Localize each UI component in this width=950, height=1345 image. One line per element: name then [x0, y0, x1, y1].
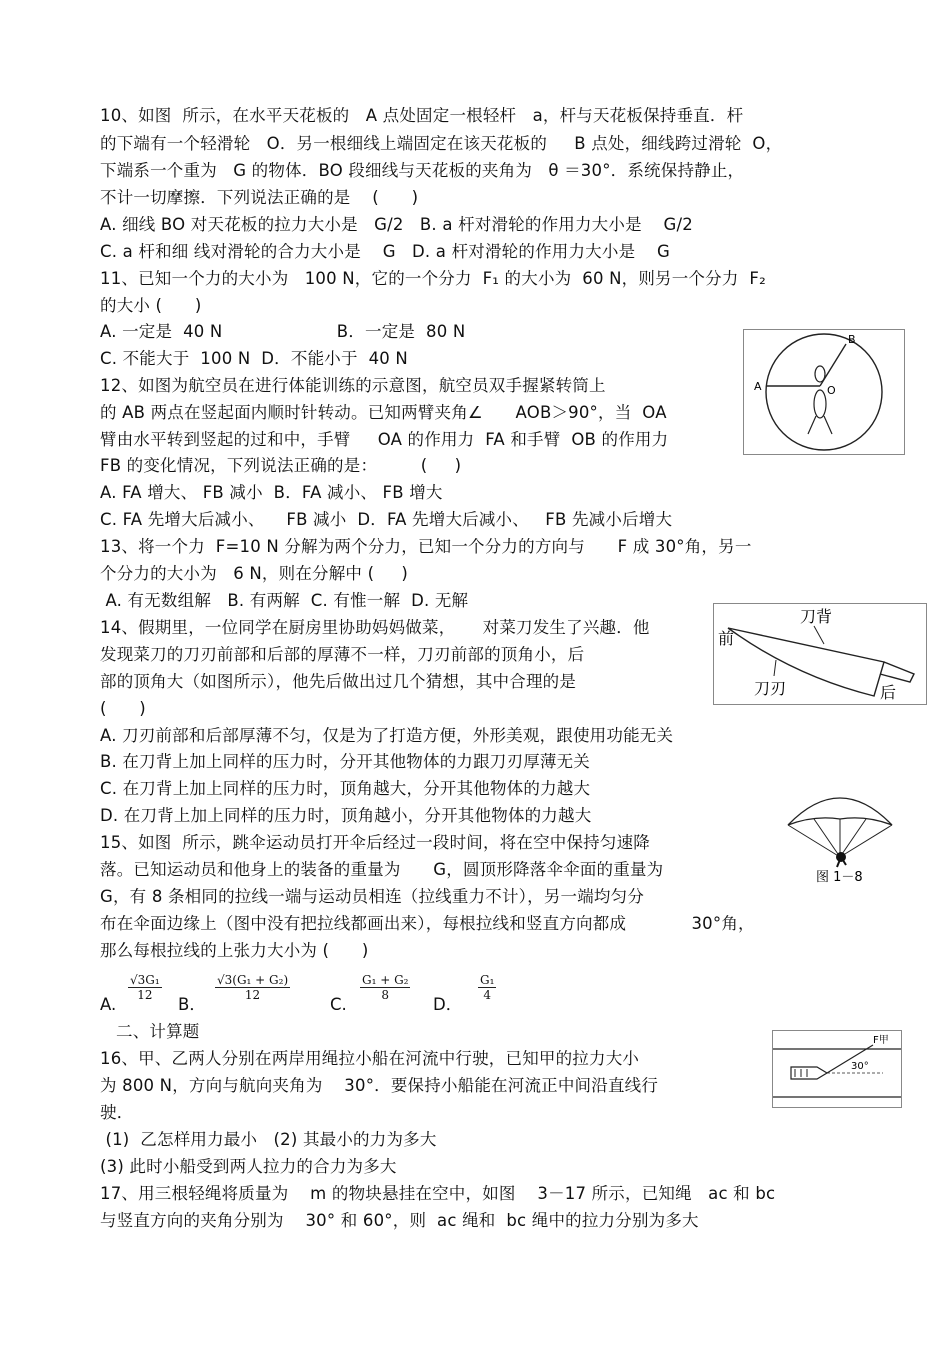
kitchen-knife-drawing: [714, 604, 926, 704]
question-10-line-3: 下端系一个重为 G 的物体．BO 段细线与天花板的夹角为 θ ＝30°．系统保持静止，: [100, 161, 745, 180]
question-10-line-2: 的下端有一个轻滑轮 O．另一根细线上端固定在该天花板的 B 点处，细线跨过滑轮 O，: [100, 134, 783, 153]
option-a-denominator: 12: [137, 988, 153, 1002]
option-a-label: A.: [100, 995, 117, 1014]
figure-parachute: [784, 785, 896, 885]
question-15-line-5: 那么每根拉线的上张力大小为 ( ): [100, 941, 369, 960]
question-14-line-1: 14、假期里，一位同学在厨房里协助妈妈做菜， 对菜刀发生了兴趣．他: [100, 618, 650, 637]
option-b-denominator: 12: [244, 988, 261, 1002]
question-12-line-2: 的 AB 两点在竖起面内顺时针转动。已知两臂夹角∠ AOB＞90°，当 OA: [100, 403, 667, 422]
label-force: F甲: [873, 1035, 889, 1046]
option-b-label: B．: [178, 995, 206, 1014]
option-c-denominator: 8: [381, 988, 390, 1002]
option-c-label: C.: [330, 995, 347, 1014]
option-c-fraction: [360, 973, 410, 1002]
question-15-line-3: G，有 8 条相同的拉线一端与运动员相连（拉线重力不计），另一端均匀分: [100, 887, 645, 906]
figure-kitchen-knife: [713, 603, 927, 705]
question-17-line-1: 17、用三根轻绳将质量为 m 的物块悬挂在空中，如图 3－17 所示，已知绳 ac 和 bc: [100, 1184, 776, 1203]
question-14-line-2: 发现菜刀的刀刃前部和后部的厚薄不一样，刀刃前部的顶角小，后: [100, 645, 585, 664]
question-16-sub-1-2: (1) 乙怎样用力最小 (2) 其最小的力为多大: [100, 1130, 437, 1149]
option-b-fraction: [215, 973, 290, 1002]
question-15-line-1: 15、如图 所示，跳伞运动员打开伞后经过一段时间，将在空中保持匀速降: [100, 833, 650, 852]
question-10-option-cd: C. a 杆和细 线对滑轮的合力大小是 G D. a 杆对滑轮的作用力大小是 G: [100, 242, 671, 261]
label-o: O: [827, 384, 836, 397]
question-10-line-1: 10、如图 所示，在水平天花板的 A 点处固定一根轻杆 a，杆与天花板保持垂直．杆: [100, 106, 744, 125]
label-a: A: [754, 380, 762, 393]
figure-boat-river: [772, 1030, 902, 1108]
section-heading-calculation: 二、计算题: [116, 1022, 200, 1041]
question-15-line-2: 落。已知运动员和他身上的装备的重量为 G，圆顶形降落伞伞面的重量为: [100, 860, 664, 879]
label-rear: 后: [880, 683, 897, 702]
question-14-line-3: 部的顶角大（如图所示），他先后做出过几个猜想，其中合理的是: [100, 672, 577, 691]
question-14-option-d: D. 在刀背上加上同样的压力时，顶角越小，分开其他物体的力越大: [100, 806, 592, 825]
parachute-drawing: [784, 785, 896, 885]
question-14-option-a: A. 刀刃前部和后部厚薄不匀，仅是为了打造方便，外形美观，跟使用功能无关: [100, 726, 674, 745]
question-12-option-cd: C. FA 先增大后减小、 FB 减小 D．FA 先增大后减小、 FB 先减小后增大: [100, 510, 673, 529]
question-10-option-ab: A. 细线 BO 对天花板的拉力大小是 G/2 B. a 杆对滑轮的作用力大小是 G/2: [100, 215, 693, 234]
question-11-line-1: 11、已知一个力的大小为 100 N，它的一个分力 F₁ 的大小为 60 N，则另一个分力 F₂: [100, 269, 766, 288]
question-15-line-4: 布在伞面边缘上（图中没有把拉线都画出来），每根拉线和竖直方向都成 30°角，: [100, 914, 755, 933]
astronaut-rotor-drawing: [744, 330, 904, 454]
label-angle: 30°: [851, 1061, 869, 1072]
question-12-option-ab: A. FA 增大、 FB 减小 B．FA 减小、 FB 增大: [100, 483, 443, 502]
label-b: B: [848, 333, 856, 346]
question-11-line-2: 的大小 ( ): [100, 296, 202, 315]
option-c-numerator: G₁ + G₂: [362, 973, 409, 987]
question-14-line-4: ( ): [100, 699, 146, 718]
question-13-line-1: 13、将一个力 F=10 N 分解为两个分力，已知一个分力的方向与 F 成 30°角，另一: [100, 537, 752, 556]
figure-caption: 图 1－8: [816, 870, 863, 885]
question-13-options: A. 有无数组解 B. 有两解 C. 有惟一解 D. 无解: [100, 591, 469, 610]
label-knife-back: 刀背: [800, 607, 833, 626]
question-16-line-1: 16、甲、乙两人分别在两岸用绳拉小船在河流中行驶，已知甲的拉力大小: [100, 1049, 640, 1068]
option-d-label: D．: [433, 995, 463, 1014]
question-12-line-1: 12、如图为航空员在进行体能训练的示意图，航空员双手握紧转筒上: [100, 376, 606, 395]
question-16-sub-3: (3) 此时小船受到两人拉力的合力为多大: [100, 1157, 397, 1176]
option-d-numerator: G₁: [480, 973, 495, 987]
figure-astronaut-rotor: [743, 329, 905, 455]
boat-river-drawing: [773, 1031, 901, 1107]
option-a-numerator: √3G₁: [130, 973, 160, 987]
label-front: 前: [718, 629, 735, 648]
question-11-option-ab: A. 一定是 40 N B．一定是 80 N: [100, 322, 466, 341]
label-blade-edge: 刀刃: [754, 679, 787, 698]
question-13-line-2: 个分力的大小为 6 N，则在分解中 ( ): [100, 564, 409, 583]
option-b-numerator: √3(G₁ + G₂): [217, 973, 289, 987]
option-d-fraction: [478, 973, 496, 1002]
question-11-option-cd: C. 不能大于 100 N D．不能小于 40 N: [100, 349, 408, 368]
question-14-option-b: B. 在刀背上加上同样的压力时，分开其他物体的力跟刀刃厚薄无关: [100, 752, 591, 771]
question-14-option-c: C. 在刀背上加上同样的压力时，顶角越大，分开其他物体的力越大: [100, 779, 591, 798]
question-16-line-3: 驶．: [100, 1103, 134, 1122]
question-17-line-2: 与竖直方向的夹角分别为 30° 和 60°，则 ac 绳和 bc 绳中的拉力分别为多大: [100, 1211, 699, 1230]
option-d-denominator: 4: [483, 988, 492, 1002]
question-10-line-4: 不计一切摩擦．下列说法正确的是 ( ): [100, 188, 419, 207]
question-12-line-4: FB 的变化情况，下列说法正确的是： ( ): [100, 456, 462, 475]
question-16-line-2: 为 800 N，方向与航向夹角为 30°．要保持小船能在河流正中间沿直线行: [100, 1076, 659, 1095]
option-a-fraction: [128, 973, 162, 1002]
question-12-line-3: 臂由水平转到竖起的过和中，手臂 OA 的作用力 FA 和手臂 OB 的作用力: [100, 430, 669, 449]
